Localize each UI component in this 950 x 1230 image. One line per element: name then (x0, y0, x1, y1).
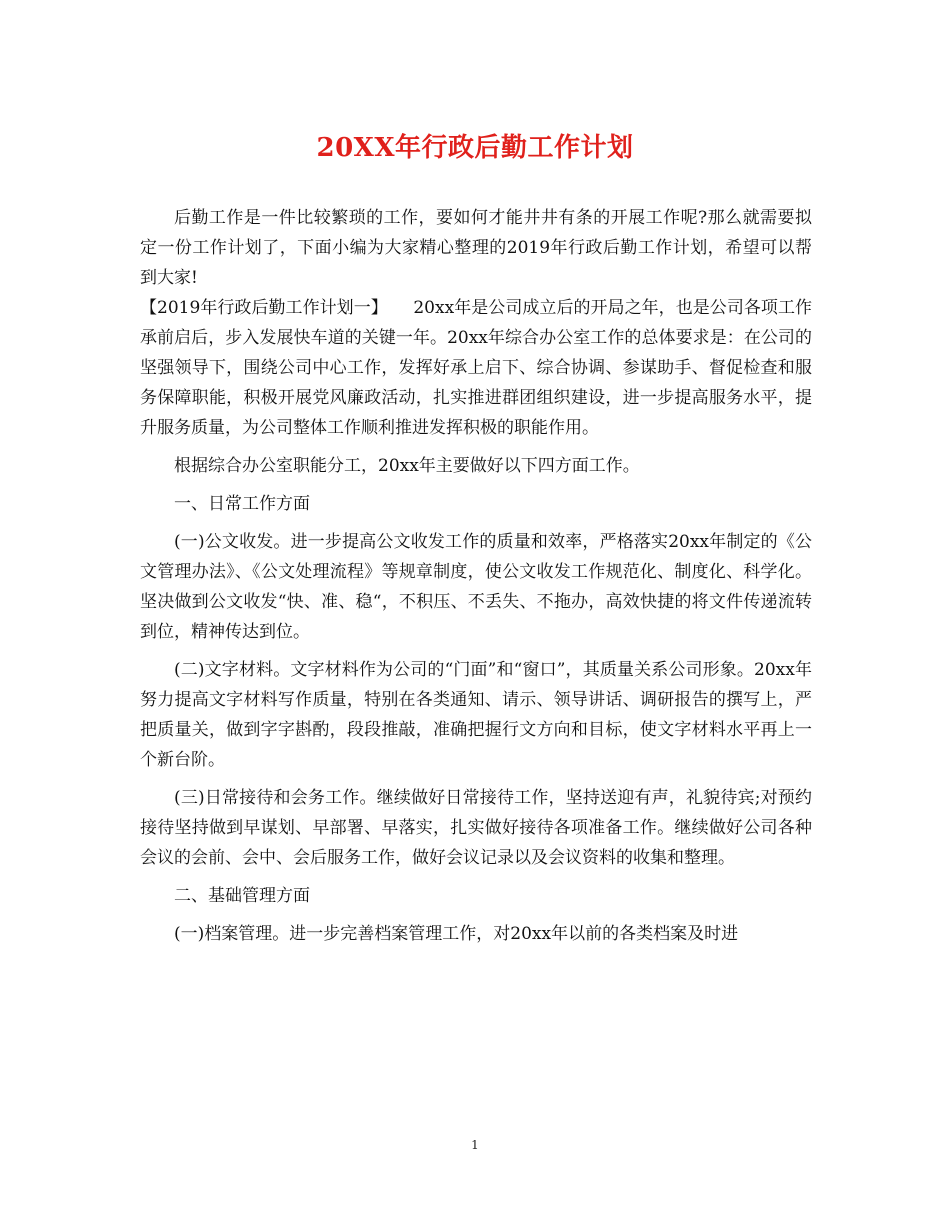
document-body (140, 203, 812, 957)
document-title: 20XX年行政后勤工作计划 (316, 133, 634, 163)
section-heading-basic-management: 二、基础管理方面 (174, 886, 310, 906)
section-heading-daily-work: 一、日常工作方面 (174, 494, 310, 514)
division-paragraph: 根据综合办公室职能分工，20xx年主要做好以下四方面工作。 (174, 456, 640, 476)
page-number: 1 (471, 1138, 479, 1152)
document-handling-paragraph: (一)公文收发。进一步提高公文收发工作的质量和效率，严格落实20xx年制定的《公文管理办法》、《公文处理流程》等规章制度，使公文收发工作规范化、制度化、科学化。坚决做到公文收发“快、准、稳“，不积压、不丢失、不拖办，高效快捷的将文件传递流转到位，精神传达到位。 (140, 532, 812, 642)
intro-paragraph: 后勤工作是一件比较繁琐的工作，要如何才能井井有条的开展工作呢?那么就需要拟定一份工作计划了，下面小编为大家精心整理的2019年行政后勤工作计划，希望可以帮到大家! (140, 208, 812, 288)
written-materials-paragraph: (二)文字材料。文字材料作为公司的“门面”和“窗口”，其质量关系公司形象。20xx年努力提高文字材料写作质量，特别在各类通知、请示、领导讲话、调研报告的撰写上，严把质量关，做到字字斟酌，段段推敲，准确把握行文方向和目标，使文字材料水平再上一个新台阶。 (140, 660, 812, 770)
reception-meetings-paragraph: (三)日常接待和会务工作。继续做好日常接待工作，坚持送迎有声，礼貌待宾;对预约接待坚持做到早谋划、早部署、早落实，扎实做好接待各项准备工作。继续做好公司各种会议的会前、会中、会后服务工作，做好会议记录以及会议资料的收集和整理。 (140, 788, 812, 868)
plan-one-paragraph: 【2019年行政后勤工作计划一】 20xx年是公司成立后的开局之年，也是公司各项工作承前启后，步入发展快车道的关键一年。20xx年综合办公室工作的总体要求是：在公司的坚强领导下，围绕公司中心工作，发挥好承上启下、综合协调、参谋助手、督促检查和服务保障职能，积极开展党风廉政活动，扎实推进群团组织建设，进一步提高服务水平，提升服务质量，为公司整体工作顺利推进发挥积极的职能作用。 (140, 298, 812, 438)
archive-management-paragraph: (一)档案管理。进一步完善档案管理工作，对20xx年以前的各类档案及时进 (174, 924, 739, 944)
